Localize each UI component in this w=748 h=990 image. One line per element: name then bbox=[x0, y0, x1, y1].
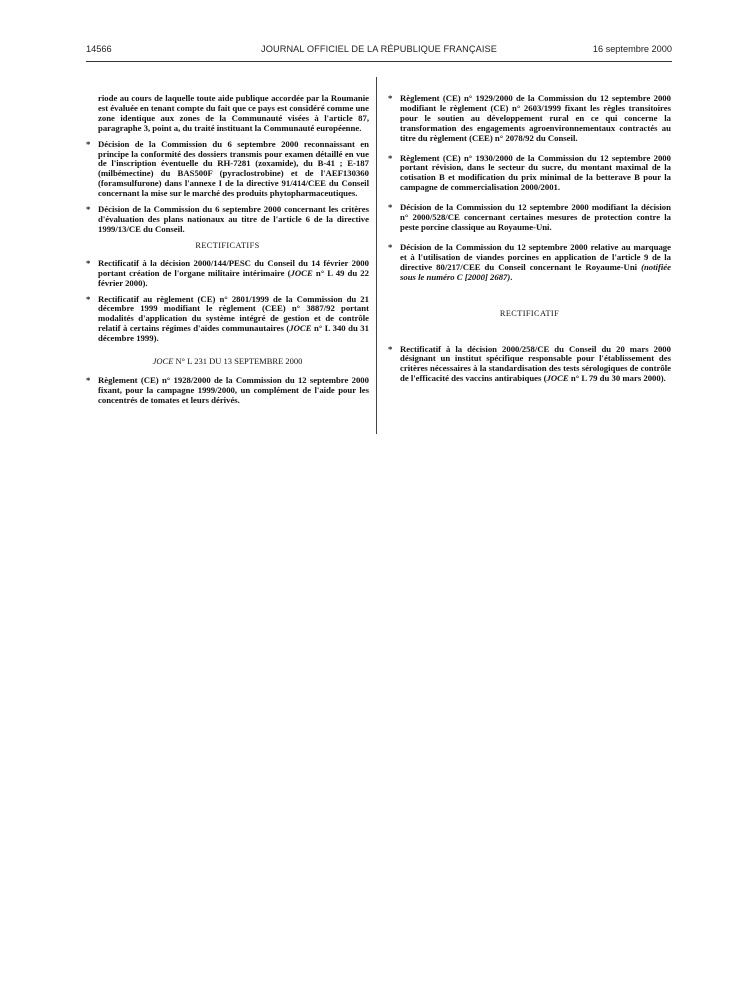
entry-text: Décision de la Commission du 12 septembre 2000 modifiant la décision n° 2000/528/CE concernant certaines mesures de protection contre la peste porcine classique au Royaume-Uni. bbox=[400, 202, 671, 232]
asterisk-bullet: * bbox=[388, 152, 393, 163]
left-column bbox=[86, 94, 369, 412]
entry-text: Règlement (CE) n° 1929/2000 de la Commission du 12 septembre 2000 modifiant le règlement (CE) n° 2603/1999 fixant les règles transitoires pour le soutien au développement rural en ce qui concerne la transformation des engagements agroenvironnementaux contractés au titre du règlement (CEE) n° 2078/92 du Conseil. bbox=[400, 93, 671, 143]
entry-text-part: Décision de la Commission du 12 septembre 2000 relative au marquage et à l'utilisation de viandes porcines en application de l'article 9 de la directive 80/217/CEE du Conseil concernant le Royaume-Uni bbox=[400, 241, 671, 272]
asterisk-bullet: * bbox=[86, 375, 91, 386]
entry-text: Décision de la Commission du 6 septembre 2000 concernant les critères d'évaluation des plans nationaux au titre de l'article 6 de la directive 1999/13/CE du Conseil. bbox=[98, 204, 369, 234]
column-divider bbox=[376, 77, 377, 434]
entry-text-part: . bbox=[510, 271, 513, 282]
entry-text-part: Rectificatif à la décision 2000/258/CE du Conseil du 20 mars 2000 désignant un institut spécifique responsable pour l'établissement des critères nécessaires à la standardisation des tests sérologiques de contrôle de l'efficacité des vaccins antirabiques ( bbox=[400, 343, 671, 384]
header-rule bbox=[86, 61, 672, 62]
entry-text: Décision de la Commission du 6 septembre 2000 reconnaissant en principe la conformité des dossiers transmis pour examen détaillé en vue de l'inscription éventuelle du RH-7281 (zoxamide), du B-41 ; E-187 (milbémectine) du BAS500F (pyraclostrobine) et de l'AEF130360 (foramsulfurone) dans l'annexe I de la directive 91/414/CEE du Conseil concernant la mise sur le marché des produits phytopharmaceutiques. bbox=[98, 138, 369, 199]
journal-title: JOURNAL OFFICIEL DE LA RÉPUBLIQUE FRANÇAISE bbox=[261, 44, 497, 54]
page-number: 14566 bbox=[86, 44, 112, 54]
section-heading-joce bbox=[86, 356, 369, 366]
entry-text bbox=[400, 242, 671, 282]
entry-text bbox=[98, 294, 369, 344]
entry-text-italic: JOCE bbox=[289, 323, 312, 334]
joce-heading-rest: N° L 231 DU 13 SEPTEMBRE 2000 bbox=[173, 356, 303, 367]
entry-text-italic: JOCE bbox=[546, 373, 569, 384]
list-item bbox=[86, 295, 369, 345]
issue-date: 16 septembre 2000 bbox=[592, 44, 672, 54]
entry-text: Règlement (CE) n° 1930/2000 de la Commission du 12 septembre 2000 portant révision, dans le secteur du sucre, du montant maximal de la cotisation B et modification du prix minimal de la betterave B pour la campagne de commercialisation 2000/2001. bbox=[400, 152, 671, 193]
right-column bbox=[388, 94, 671, 390]
section-heading-rectificatif: RECTIFICATIF bbox=[499, 308, 560, 318]
entry-text-italic: JOCE bbox=[290, 267, 313, 278]
list-item bbox=[86, 376, 369, 406]
page-header bbox=[86, 44, 672, 58]
list-item bbox=[388, 154, 671, 194]
entry-text-part: n° L 340 du 31 décembre 1999). bbox=[98, 323, 369, 344]
section-heading-rectificatifs: RECTIFICATIFS bbox=[195, 240, 260, 250]
asterisk-bullet: * bbox=[388, 241, 393, 252]
entry-text-italic: (notifiée sous le numéro C [2000] 2687) bbox=[400, 261, 671, 282]
list-item bbox=[86, 140, 369, 199]
asterisk-bullet: * bbox=[86, 293, 91, 304]
asterisk-bullet: * bbox=[388, 343, 393, 354]
list-item bbox=[388, 243, 671, 283]
entry-text bbox=[400, 344, 671, 384]
list-item bbox=[388, 203, 671, 233]
asterisk-bullet: * bbox=[86, 204, 91, 215]
entry-text-part: Rectificatif au règlement (CE) n° 2801/1999 de la Commission du 21 décembre 1999 modifiant le règlement (CEE) n° 3887/92 portant modalités d'application du système intégré de gestion et de contrôle relatif à certains régimes d'aides communautaires ( bbox=[98, 293, 369, 334]
asterisk-bullet: * bbox=[388, 202, 393, 213]
list-item bbox=[388, 94, 671, 144]
asterisk-bullet: * bbox=[86, 138, 91, 149]
list-item bbox=[388, 345, 671, 385]
continuation-paragraph bbox=[86, 94, 369, 134]
entry-text-part: n° L 49 du 22 février 2000). bbox=[98, 267, 369, 288]
joce-heading-italic: JOCE bbox=[152, 356, 174, 367]
asterisk-bullet: * bbox=[388, 93, 393, 103]
list-item bbox=[86, 205, 369, 235]
entry-text: Règlement (CE) n° 1928/2000 de la Commission du 12 septembre 2000 fixant, pour la campagne 1999/2000, un complément de l'aide pour les concentrés de tomates et leurs dérivés. bbox=[98, 375, 369, 405]
continuation-text: riode au cours de laquelle toute aide publique accordée par la Roumanie est évaluée en tenant compte du fait que ce pays est considéré comme une zone identique aux zones de la Communauté visées à l'article 87, paragraphe 3, point a, du traité instituant la Communauté européenne. bbox=[98, 93, 369, 133]
entry-text-part: Rectificatif à la décision 2000/144/PESC du Conseil du 14 février 2000 portant création de l'organe militaire intérimaire ( bbox=[98, 257, 369, 278]
entry-text bbox=[98, 258, 369, 288]
list-item bbox=[86, 259, 369, 289]
entry-text-part: n° L 79 du 30 mars 2000). bbox=[568, 373, 666, 384]
asterisk-bullet: * bbox=[86, 257, 91, 268]
